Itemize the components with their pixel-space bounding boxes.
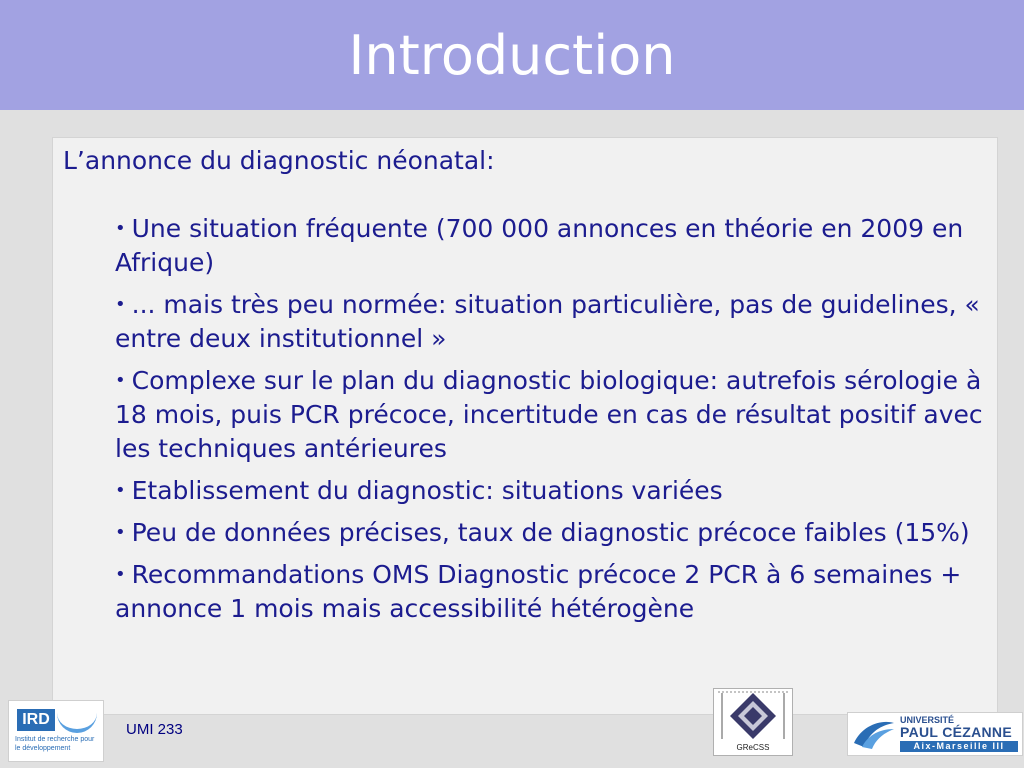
list-item (115, 288, 985, 356)
upc-logo-line1: UNIVERSITÉ (900, 715, 955, 725)
upc-logo (847, 712, 1023, 756)
grecss-pattern-icon (714, 689, 792, 743)
intro-heading: L’annonce du diagnostic néonatal: (63, 146, 495, 175)
upc-logo-line2: PAUL CÉZANNE (900, 724, 1012, 740)
bullet-dot-icon: • (115, 480, 126, 501)
bullet-dot-icon: • (115, 564, 126, 585)
title-bar (0, 0, 1024, 110)
grecss-logo-text: GReCSS (736, 743, 770, 752)
list-item (115, 474, 985, 508)
bullet-text: Peu de données précises, taux de diagnostic précoce faibles (15%) (131, 518, 970, 547)
bullet-dot-icon: • (115, 370, 126, 391)
bullet-dot-icon: • (115, 294, 126, 315)
ird-logo (8, 700, 104, 762)
bullet-text: Complexe sur le plan du diagnostic biologique: autrefois sérologie à 18 mois, puis PCR précoce, incertitude en cas de résultat positif avec les techniques antérieures (115, 366, 983, 463)
content-box (52, 137, 998, 715)
grecss-logo (713, 688, 793, 756)
footer-label: UMI 233 (126, 721, 183, 738)
slide-title: Introduction (348, 24, 676, 87)
bullet-text: Recommandations OMS Diagnostic précoce 2 PCR à 6 semaines + annonce 1 mois mais accessibilité hétérogène (115, 560, 962, 623)
bullet-text: Une situation fréquente (700 000 annonces en théorie en 2009 en Afrique) (115, 214, 964, 277)
bullet-text: Etablissement du diagnostic: situations variées (131, 476, 723, 505)
bullet-dot-icon: • (115, 218, 126, 239)
bullet-text: ... mais très peu normée: situation particulière, pas de guidelines, « entre deux institutionnel » (115, 290, 980, 353)
upc-logo-line3: Aix-Marseille III (900, 741, 1018, 752)
list-item (115, 364, 985, 466)
ird-logo-mark: IRD (17, 709, 55, 731)
bullet-dot-icon: • (115, 522, 126, 543)
ird-wave-icon (57, 711, 97, 733)
bullet-list (115, 212, 985, 634)
ird-logo-text: Institut de recherche pour le développement (15, 736, 95, 752)
upc-swoosh-icon (852, 717, 896, 751)
list-item (115, 558, 985, 626)
list-item (115, 212, 985, 280)
list-item (115, 516, 985, 550)
